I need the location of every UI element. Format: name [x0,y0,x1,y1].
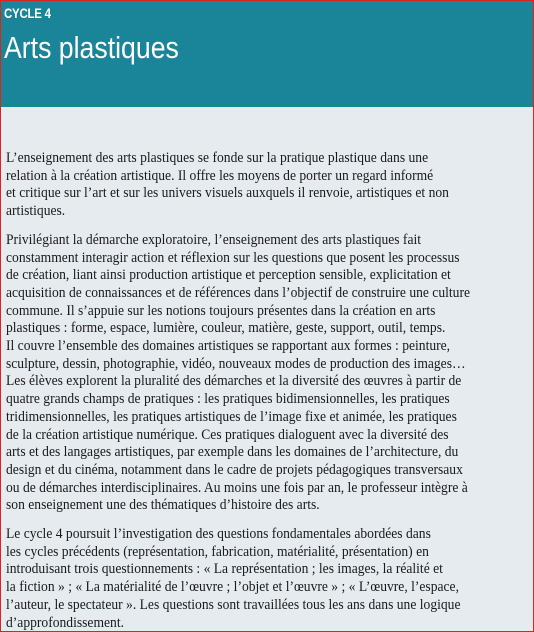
paragraph-1 [6,150,513,221]
text-line: Le cycle 4 poursuit l’investigation des questions fondamentales abordées dans [6,526,431,543]
text-line: introduisant trois questionnements : « La représentation ; les images, la réalité et [6,561,443,578]
text-line: Les élèves explorent la pluralité des démarches et la diversité des œuvres à partir de [6,373,462,390]
header-banner [1,1,533,107]
text-line: tridimensionnelles, les pratiques artistiques de l’image fixe et animée, les pratiques [6,408,457,425]
text-line: artistiques. [6,203,66,220]
text-line: constamment interagir action et réflexion sur les questions que posent les processus [6,249,460,266]
text-line: plastiques : forme, espace, lumière, couleur, matière, geste, support, outil, temps. [6,320,446,337]
text-line: acquisition de connaissances et de références dans l’objectif de construire une culture [6,284,470,301]
text-line: L’enseignement des arts plastiques se fonde sur la pratique plastique dans une [6,150,429,166]
text-line: la fiction » ; « La matérialité de l’œuvre ; l’objet et l’œuvre » ; « L’œuvre, l’espace, [6,579,459,596]
text-line: les cycles précédents (représentation, fabrication, matérialité, présentation) en [6,543,429,560]
text-line: commune. Il s’appuie sur les notions toujours présentes dans la création en arts [6,302,436,319]
body-text [6,150,513,632]
paragraph-3 [6,526,513,632]
text-line: sculpture, dessin, photographie, vidéo, nouveaux modes de production des images… [6,355,466,372]
text-line: ou de démarches interdisciplinaires. Au moins une fois par an, le professeur intègre à [6,479,468,496]
text-line: design et du cinéma, notamment dans le cadre de projets pédagogiques transversaux [6,461,463,478]
text-line: quatre grands champs de pratiques : les pratiques bidimensionnelles, les pratiques [6,391,450,408]
text-line: Il couvre l’ensemble des domaines artistiques se rapportant aux formes : peinture, [6,338,451,355]
text-line: de création, liant ainsi production artistique et perception sensible, explicitation et [6,267,451,284]
text-line: Privilégiant la démarche exploratoire, l’enseignement des arts plastiques fait [6,231,422,248]
page-title: Arts plastiques [4,30,179,65]
paragraph-2 [6,232,513,515]
text-line: de la création artistique numérique. Ces pratiques dialoguent avec la diversité des [6,426,449,443]
text-line: d’approfondissement. [6,614,125,631]
text-line: et critique sur l’art et sur les univers visuels auxquels il renvoie, artistiques et non [6,185,449,202]
text-line: relation à la création artistique. Il offre les moyens de porter un regard informé [6,167,434,184]
text-line: l’auteur, le spectateur ». Les questions sont travaillées tous les ans dans une logique [6,596,461,613]
text-line: arts et des langages artistiques, par exemple dans les domaines de l’architecture, du [6,444,459,461]
cycle-label: CYCLE 4 [4,5,51,21]
text-line: son enseignement une des thématiques d’histoire des arts. [6,497,320,514]
